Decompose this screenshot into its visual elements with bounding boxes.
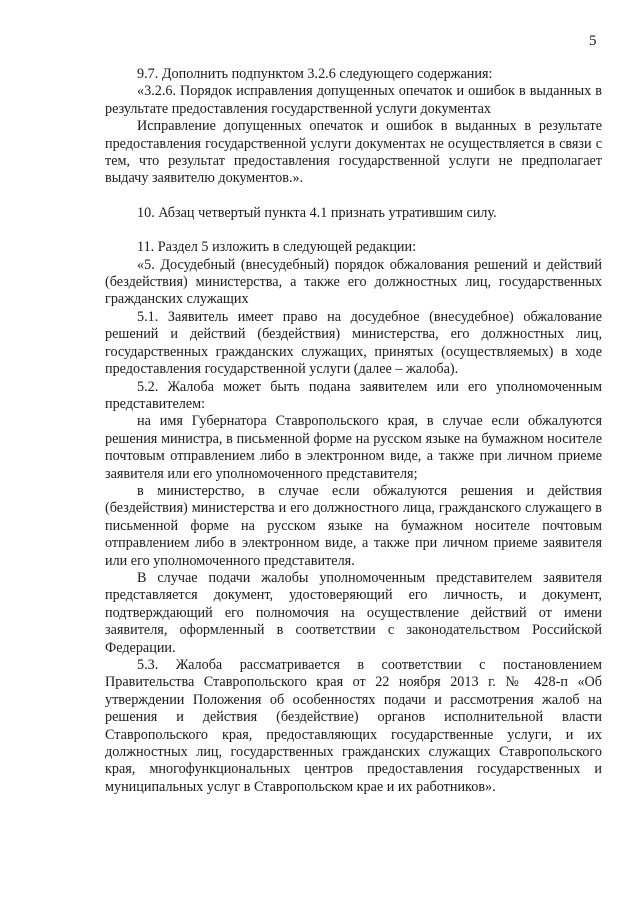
paragraph-3-2-6-heading: «3.2.6. Порядок исправления допущенных опечаток и ошибок в выданных в результате предоставления государственной услуги документах: [105, 83, 602, 117]
paragraph-3-2-6-text: Исправление допущенных опечаток и ошибок в выданных в результате предоставления государственной услуги документах не осуществляется в связи с тем, что результат предоставления государственной услуги не предполагает выдачу заявителю документов.».: [105, 118, 602, 187]
paragraph-5-2: 5.2. Жалоба может быть подана заявителем или его уполномоченным представителем:: [105, 378, 602, 412]
paragraph-5-2-ministry: в министерство, в случае если обжалуются решения и действия (бездействия) министерства и его должностного лица, гражданского служащего в письменной форме на русском языке на бумажном носителе почтовым отправлением либо в электронном виде, а также при личном приеме заявителя или его уполномоченного представителя.: [105, 482, 602, 569]
page-number: 5: [589, 33, 597, 49]
document-body: [105, 66, 602, 796]
paragraph-5-1: 5.1. Заявитель имеет право на досудебное (внесудебное) обжалование решений и действий (бездействия) министерства, его должностных лиц, государственных гражданских служащих, принятых (осуществляемых) в ходе предоставления государственной услуги (далее – жалоба).: [105, 308, 602, 378]
paragraph-10: 10. Абзац четвертый пункта 4.1 признать утратившим силу.: [137, 204, 497, 221]
paragraph-9-7: 9.7. Дополнить подпунктом 3.2.6 следующего содержания:: [137, 66, 493, 82]
paragraph-5-2-representative: В случае подачи жалобы уполномоченным представителем заявителя представляется документ, удостоверяющий его личность, и документ, подтверждающий его полномочия на осуществление действий от имени заявителя, оформленный в соответствии с законодательством Российской Федерации.: [105, 569, 602, 656]
paragraph-section-5-heading: «5. Досудебный (внесудебный) порядок обжалования решений и действий (бездействия) министерства, а также его должностных лиц, государственных гражданских служащих: [105, 256, 602, 308]
paragraph-5-2-governor: на имя Губернатора Ставропольского края, в случае если обжалуются решения министра, в письменной форме на русском языке на бумажном носителе почтовым отправлением либо в электронном виде, а также при личном приеме заявителя или его уполномоченного представителя;: [105, 413, 602, 482]
paragraph-11: 11. Раздел 5 изложить в следующей редакции:: [137, 239, 417, 256]
paragraph-5-3: 5.3. Жалоба рассматривается в соответствии с постановлением Правительства Ставропольского края от 22 ноября 2013 г. № 428-п «Об утверждении Положения об особенностях подачи и рассмотрения жалоб на решения и действия (бездействие) органов исполнительной власти Ставропольского края, предоставляющих государственные услуги, и их должностных лиц, государственных гражданских служащих Ставропольского края, многофункциональных центров предоставления государственных и муниципальных услуг в Ставропольском крае и их работников».: [105, 657, 602, 795]
